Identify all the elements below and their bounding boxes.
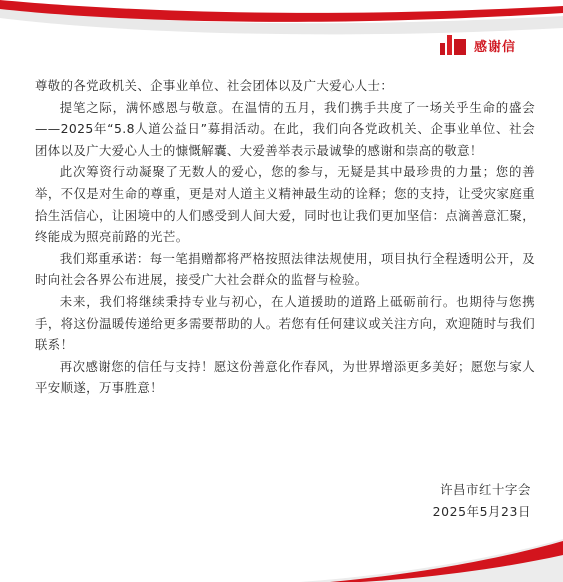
- bottom-red-swoosh-decoration: [0, 525, 563, 582]
- paragraph-5: 再次感谢您的信任与支持！愿这份善意化作春风，为世界增添更多美好；愿您与家人平安顺遂，万事胜意！: [35, 358, 535, 396]
- letter-title-badge: [440, 33, 516, 57]
- paragraph-4: 未来，我们将继续秉持专业与初心，在人道援助的道路上砥砺前行。也期待与您携手，将这份温暖传递给更多需要帮助的人。若您有任何建议或关注方向，欢迎随时与我们联系！: [35, 293, 535, 353]
- letter-body: [35, 75, 535, 399]
- paragraph-2: 此次筹资行动凝聚了无数人的爱心，您的参与，无疑是其中最珍贵的力量；您的善举，不仅是对生命的尊重，更是对人道主义精神最生动的诠释；您的支持，让受灾家庭重拾生活信心，让困境中的人们感受到人间大爱，同时也让我们更加坚信：点滴善意汇聚，终能成为照亮前路的光芒。: [35, 164, 535, 245]
- signature-date: 2025年5月23日: [432, 504, 531, 519]
- salutation: 尊敬的各党政机关、企事业单位、社会团体以及广大爱心人士：: [35, 78, 394, 93]
- signature-block: [433, 479, 531, 523]
- bar-logo-icon: [440, 35, 468, 55]
- paragraph-3: 我们郑重承诺：每一笔捐赠都将严格按照法律法规使用，项目执行全程透明公开，及时向社会各界公布进展，接受广大社会群众的监督与检验。: [35, 250, 535, 288]
- paragraph-1: 提笔之际，满怀感恩与敬意。在温情的五月，我们携手共度了一场关乎生命的盛会——2025年“5.8人道公益日”募捐活动。在此，我们向各党政机关、企事业单位、社会团体以及广大爱心人士的慷慨解囊、大爱善举表示最诚挚的感谢和崇高的敬意！: [35, 99, 535, 158]
- letter-title: 感谢信: [474, 39, 517, 55]
- signature-organization: 许昌市红十字会: [440, 482, 531, 497]
